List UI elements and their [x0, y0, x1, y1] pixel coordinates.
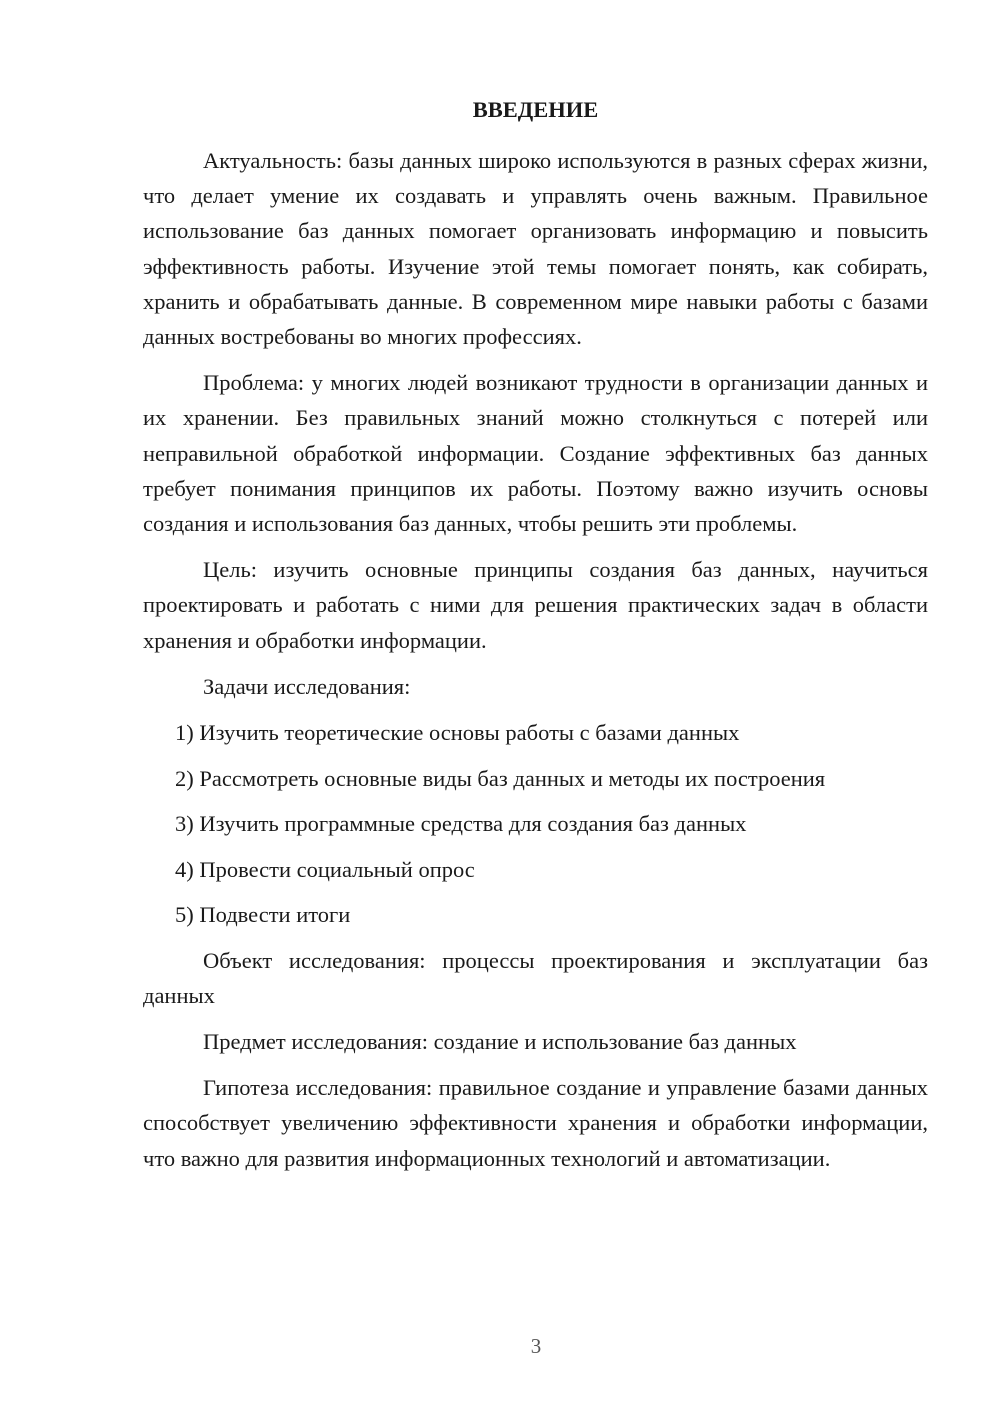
section-title: ВВЕДЕНИЕ [472, 97, 599, 122]
task-item-4: 4) Провести социальный опрос [175, 856, 475, 882]
paragraph-problem: Проблема: у многих людей возникают трудности в организации данных и их хранении. Без правильных знаний можно столкнуться с потерей или неправильной обработкой информации. Создание эффективных баз данных требует понимания принципов их работы. Поэтому важно изучить основы создания и использования баз данных, чтобы решить эти проблемы. [143, 370, 928, 537]
tasks-list [143, 715, 928, 932]
paragraph-hypothesis: Гипотеза исследования: правильное создание и управление базами данных способствует увеличению эффективности хранения и обработки информации, что важно для развития информационных технологий и автоматизации. [143, 1075, 928, 1171]
document-page [143, 92, 928, 1187]
tasks-heading: Задачи исследования: [203, 673, 411, 699]
task-item-3: 3) Изучить программные средства для создания баз данных [175, 811, 747, 837]
paragraph-object: Объект исследования: процессы проектирования и эксплуатации баз данных [143, 947, 928, 1008]
paragraph-subject: Предмет исследования: создание и использование баз данных [203, 1028, 797, 1054]
task-item-5: 5) Подвести итоги [175, 902, 351, 928]
paragraph-relevance: Актуальность: базы данных широко используются в разных сферах жизни, что делает умение их создавать и управлять очень важным. Правильное использование баз данных помогает организовать информацию и повысить эффективность работы. Изучение этой темы помогает понять, как собирать, хранить и обрабатывать данные. В современном мире навыки работы с базами данных востребованы во многих профессиях. [143, 148, 928, 350]
paragraph-goal: Цель: изучить основные принципы создания баз данных, научиться проектировать и работать с ними для решения практических задач в области хранения и обработки информации. [143, 557, 928, 653]
task-item-2: 2) Рассмотреть основные виды баз данных и методы их построения [175, 765, 826, 791]
page-number: 3 [530, 1334, 542, 1358]
task-item-1: 1) Изучить теоретические основы работы с базами данных [175, 720, 740, 746]
